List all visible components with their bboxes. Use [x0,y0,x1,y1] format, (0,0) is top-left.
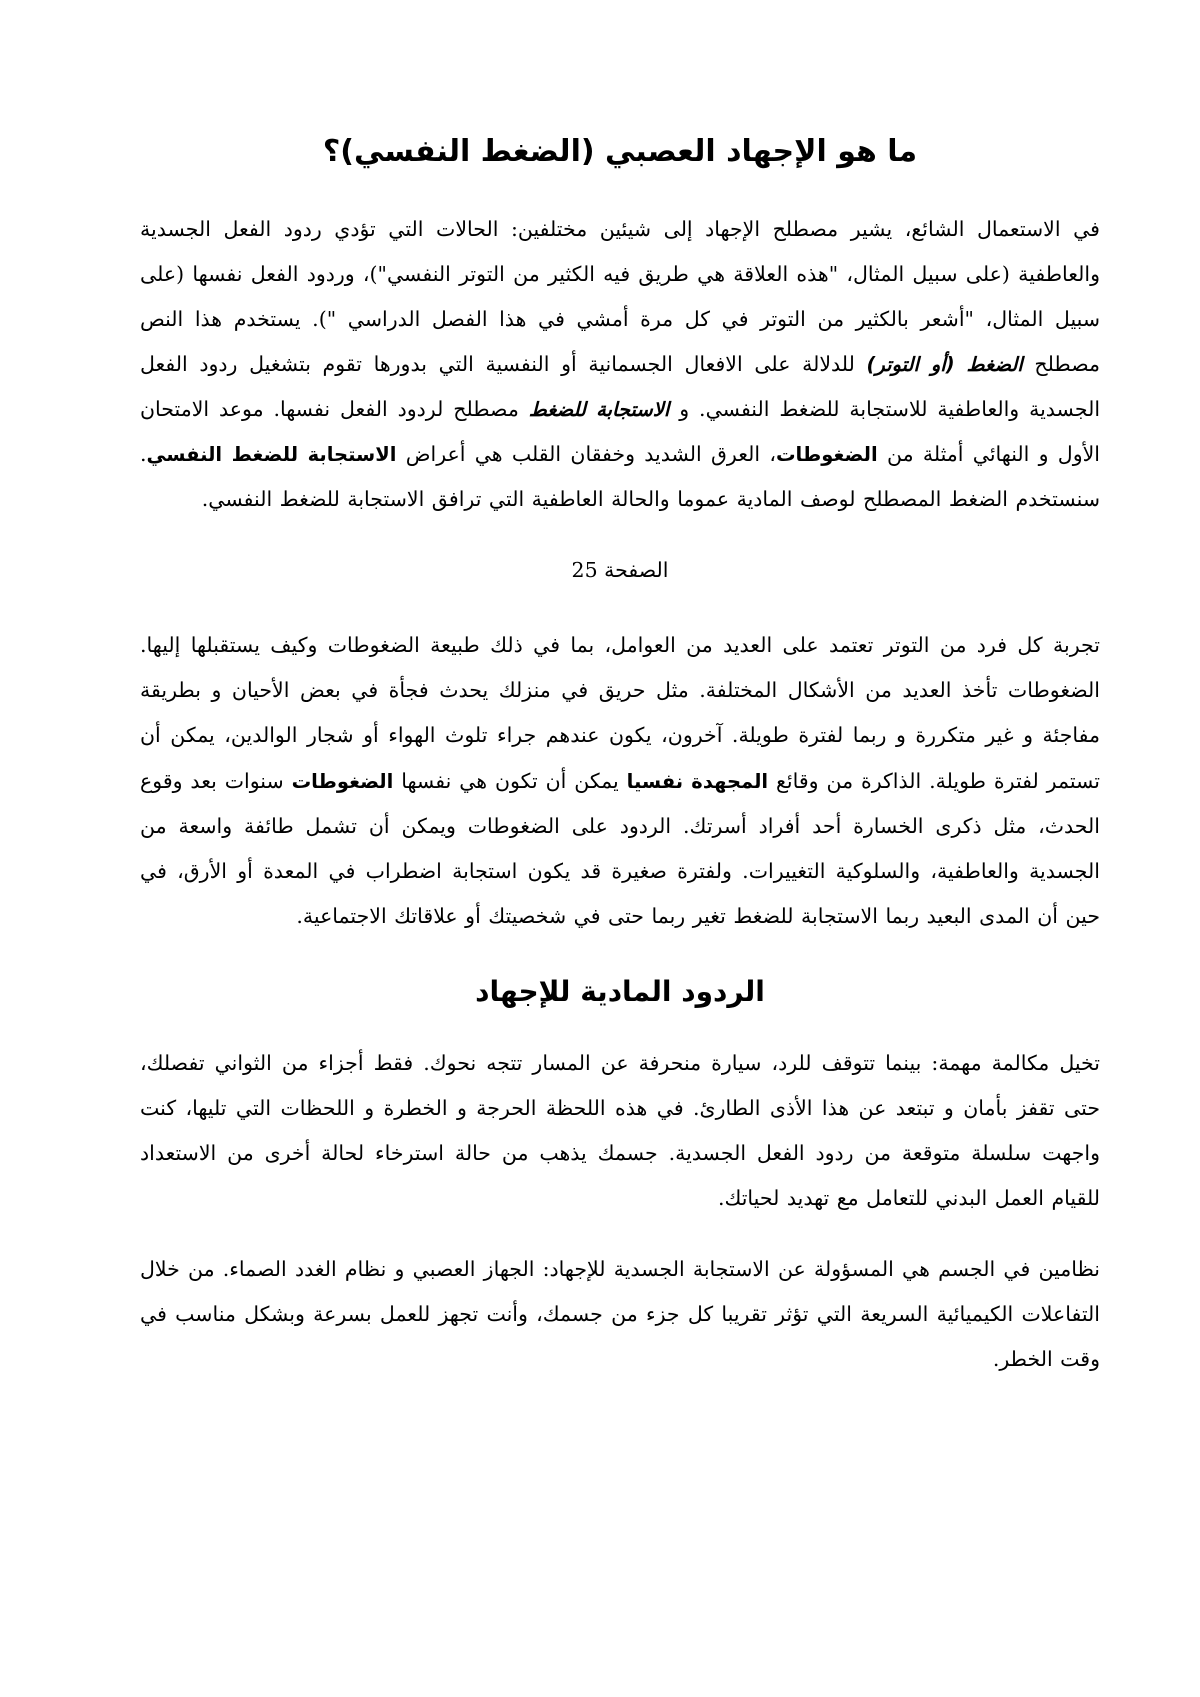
paragraph-2-text-a: تجربة كل فرد من التوتر تعتمد على العديد من العوامل، بما في ذلك طبيعة الضغوطات وكيف يستقبلها إليها. الضغوطات تأخذ العديد من الأشكال المختلفة. مثل حريق في منزلك يحدث فجأة في بعض الأحيان و بطريقة مفاجئة و غير متكررة و ربما لفترة طويلة. آخرون، يكون عندهم جراء تلوث الهواء أو شجار الوالدين، يمكن أن تستمر لفترة طويلة. الذاكرة من وقائع [140,633,1101,793]
paragraph-2-text-b: يمكن أن تكون هي نفسها [393,768,627,793]
paragraph-1-text-a: في الاستعمال الشائع، يشير مصطلح الإجهاد إلى شيئين مختلفين: الحالات التي تؤدي ردود الفعل الجسدية والعاطفية (على سبيل المثال، "هذه العلاقة هي طريق فيه الكثير من التوتر النفسي")، وردود الفعل نفسها (على سبيل المثال، "أشعر بالكثير من التوتر في كل مرة أمشي في هذا الفصل الدراسي "). يستخدم هذا النص مصطلح [140,216,1100,376]
paragraph-1-text-c: مصطلح لردود الفعل نفسها. موعد الامتحان الأول و النهائي أمثلة من [140,396,1100,466]
paragraph-1-text-e: . سنستخدم الضغط المصطلح لوصف المادية عموما والحالة العاطفية التي ترافق الاستجابة للضغط النفسي. [140,441,1100,512]
paragraph-2-bold-psychologically-stressful: المجهدة نفسيا [626,769,769,793]
paragraph-2-text-c: سنوات بعد وقوع الحدث، مثل ذكرى الخسارة أحد أفراد أسرتك. الردود على الضغوطات ويمكن أن تشمل طائفة واسعة من الجسدية والعاطفية، والسلوكية التغييرات. ولفترة صغيرة قد يكون استجابة اضطراب في المعدة أو الأرق، في حين أن المدى البعيد ربما الاستجابة للضغط تغير ربما حتى في شخصيتك أو علاقاتك الاجتماعية. [140,768,1100,928]
paragraph-1-text-d: ، العرق الشديد وخفقان القلب هي أعراض [396,441,776,466]
paragraph-1-bold-stress-response: الاستجابة للضغط النفسي [146,442,397,466]
paragraph-2-bold-stressors: الضغوطات [291,769,394,793]
paragraph-3: تخيل مكالمة مهمة: بينما تتوقف للرد، سيارة منحرفة عن المسار تتجه نحوك. فقط أجزاء من الثواني تفصلك، حتى تقفز بأمان و تبتعد عن هذا الأذى الطارئ. في هذه اللحظة الحرجة و الخطرة و اللحظات التي تليها، كنت واجهت سلسلة متوقعة من ردود الفعل الجسدية. جسمك يذهب من حالة استرخاء لحالة أخرى من الاستعداد للقيام العمل البدني للتعامل مع تهديد لحياتك. [140,1050,1100,1210]
paragraph-1-bold-stressors: الضغوطات [775,442,878,466]
paragraph-2 [140,623,1100,939]
page-reference: الصفحة 25 [571,558,669,583]
paragraph-1 [140,207,1100,523]
page-title: ما هو الإجهاد العصبي (الضغط النفسي)؟ [322,134,918,169]
paragraph-1-emphasis-stress-term: الضغط (أو التوتر) [866,352,1023,376]
paragraph-1-emphasis-stress-response-term: الاستجابة للضغط [528,397,670,421]
paragraph-1-text-b: للدلالة على الافعال الجسمانية أو النفسية التي بدورها تقوم بتشغيل ردود الفعل الجسدية والعاطفية للاستجابة للضغط النفسي. و [140,351,1101,421]
section-heading-physical-responses: الردود المادية للإجهاد [475,974,765,1008]
paragraph-4: نظامين في الجسم هي المسؤولة عن الاستجابة الجسدية للإجهاد: الجهاز العصبي و نظام الغدد الصماء. من خلال التفاعلات الكيميائية السريعة التي تؤثر تقريبا كل جزء من جسمك، وأنت تجهز للعمل بسرعة وبشكل مناسب في وقت الخطر. [140,1257,1100,1372]
